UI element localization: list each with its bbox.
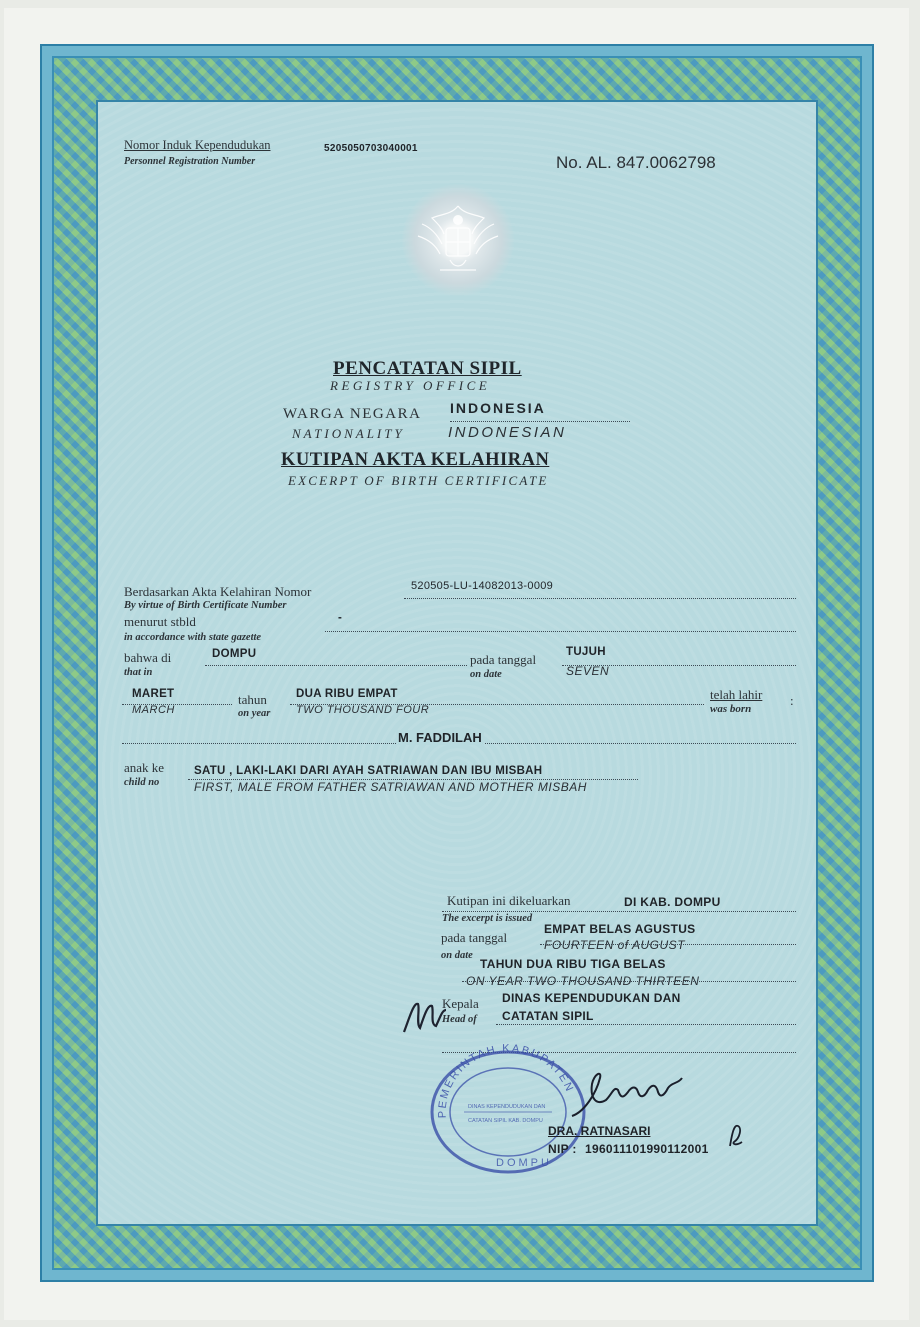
issued-dotted-line (442, 911, 796, 912)
head-value-2: CATATAN SIPIL (502, 1009, 594, 1023)
issue-year-dotted-line (462, 981, 796, 982)
place-dotted-line (205, 665, 467, 666)
stamp-center-line-2: CATATAN SIPIL KAB. DOMPU (468, 1118, 543, 1124)
small-paraf-icon (726, 1120, 746, 1155)
head-value-1: DINAS KEPENDUDUKAN DAN (502, 991, 681, 1005)
child-label: anak ke (124, 760, 165, 775)
issue-year-value: TAHUN DUA RIBU TIGA BELAS (480, 957, 666, 971)
head-label: Kepala (442, 996, 479, 1011)
office-title-en: REGISTRY OFFICE (330, 378, 491, 393)
office-title: PENCATATAN SIPIL (333, 358, 522, 379)
child-name: M. FADDILAH (398, 730, 482, 745)
year-label: tahun (238, 692, 267, 707)
nik-label-en: Personnel Registration Number (124, 156, 256, 167)
child-value-en: FIRST, MALE FROM FATHER SATRIAWAN AND MOTHER MISBAH (194, 780, 587, 794)
born-label-en: was born (710, 703, 752, 715)
stbld-value: - (338, 612, 343, 624)
date-label: pada tanggal (470, 652, 537, 667)
issue-date-dotted-line (540, 944, 796, 945)
initial-paraf-icon (400, 996, 450, 1045)
month-value: MARET (132, 688, 175, 700)
issue-date-label-en: on date (441, 950, 473, 961)
stbld-dotted-line (325, 631, 796, 632)
place-label-en: that in (124, 667, 153, 678)
issued-label: Kutipan ini dikeluarkan (447, 893, 571, 908)
child-label-en: child no (124, 777, 160, 788)
nationality-label: WARGA NEGARA (283, 406, 422, 422)
serial-number: No. AL. 847.0062798 (556, 153, 716, 172)
year-value-en: TWO THOUSAND FOUR (296, 704, 430, 716)
issue-year-value-en: ON YEAR TWO THOUSAND THIRTEEN (466, 974, 700, 988)
place-value: DOMPU (212, 648, 257, 660)
year-label-en: on year (238, 708, 271, 719)
stbld-label-en: in accordance with state gazette (124, 632, 262, 643)
date-value: TUJUH (566, 646, 606, 658)
year-value: DUA RIBU EMPAT (296, 688, 398, 700)
head-label-en: Head of (442, 1014, 477, 1025)
stbld-label: menurut stbld (124, 614, 196, 629)
month-value-en: MARCH (132, 704, 175, 716)
place-label: bahwa di (124, 650, 172, 665)
basis-dotted-line (404, 598, 796, 599)
basis-label-en: By virtue of Birth Certificate Number (124, 600, 287, 611)
official-name: DRA. RATNASARI (548, 1124, 651, 1138)
stamp-center-line-1: DINAS KEPENDUDUKAN DAN (468, 1104, 546, 1110)
child-value: SATU , LAKI-LAKI DARI AYAH SATRIAWAN DAN IBU MISBAH (194, 765, 543, 777)
nationality-dotted-line (450, 421, 630, 422)
head-dotted-line (496, 1024, 796, 1025)
nik-value: 5205050703040001 (324, 143, 418, 154)
basis-label: Berdasarkan Akta Kelahiran Nomor (124, 584, 312, 599)
date-value-en: SEVEN (566, 664, 610, 678)
nip-label: NIP : (548, 1142, 577, 1156)
issued-label-en: The excerpt is issued (442, 913, 533, 924)
issue-date-label: pada tanggal (441, 930, 508, 945)
born-label: telah lahir (710, 687, 763, 702)
issued-value: DI KAB. DOMPU (624, 895, 721, 909)
official-signature-icon (566, 1064, 696, 1129)
issue-date-value: EMPAT BELAS AGUSTUS (544, 922, 696, 936)
document-title-en: EXCERPT OF BIRTH CERTIFICATE (288, 473, 549, 488)
issue-date-value-en: FOURTEEN of AUGUST (544, 938, 686, 952)
garuda-emblem-icon (402, 184, 514, 296)
nip-value: 196011101990112001 (585, 1142, 709, 1156)
document-title: KUTIPAN AKTA KELAHIRAN (281, 450, 550, 470)
nationality-value-en: INDONESIAN (448, 424, 567, 441)
stamp-ring-text: PEMERINTAH KABUPATEN (436, 1042, 576, 1119)
nationality-label-en: NATIONALITY (292, 426, 405, 441)
basis-value: 520505-LU-14082013-0009 (411, 580, 554, 592)
born-colon: : (790, 693, 794, 708)
nik-label: Nomor Induk Kependudukan (124, 138, 271, 152)
date-label-en: on date (470, 669, 502, 680)
stamp-bottom-text: DOMPU (496, 1157, 552, 1169)
nationality-value: INDONESIA (450, 400, 546, 416)
